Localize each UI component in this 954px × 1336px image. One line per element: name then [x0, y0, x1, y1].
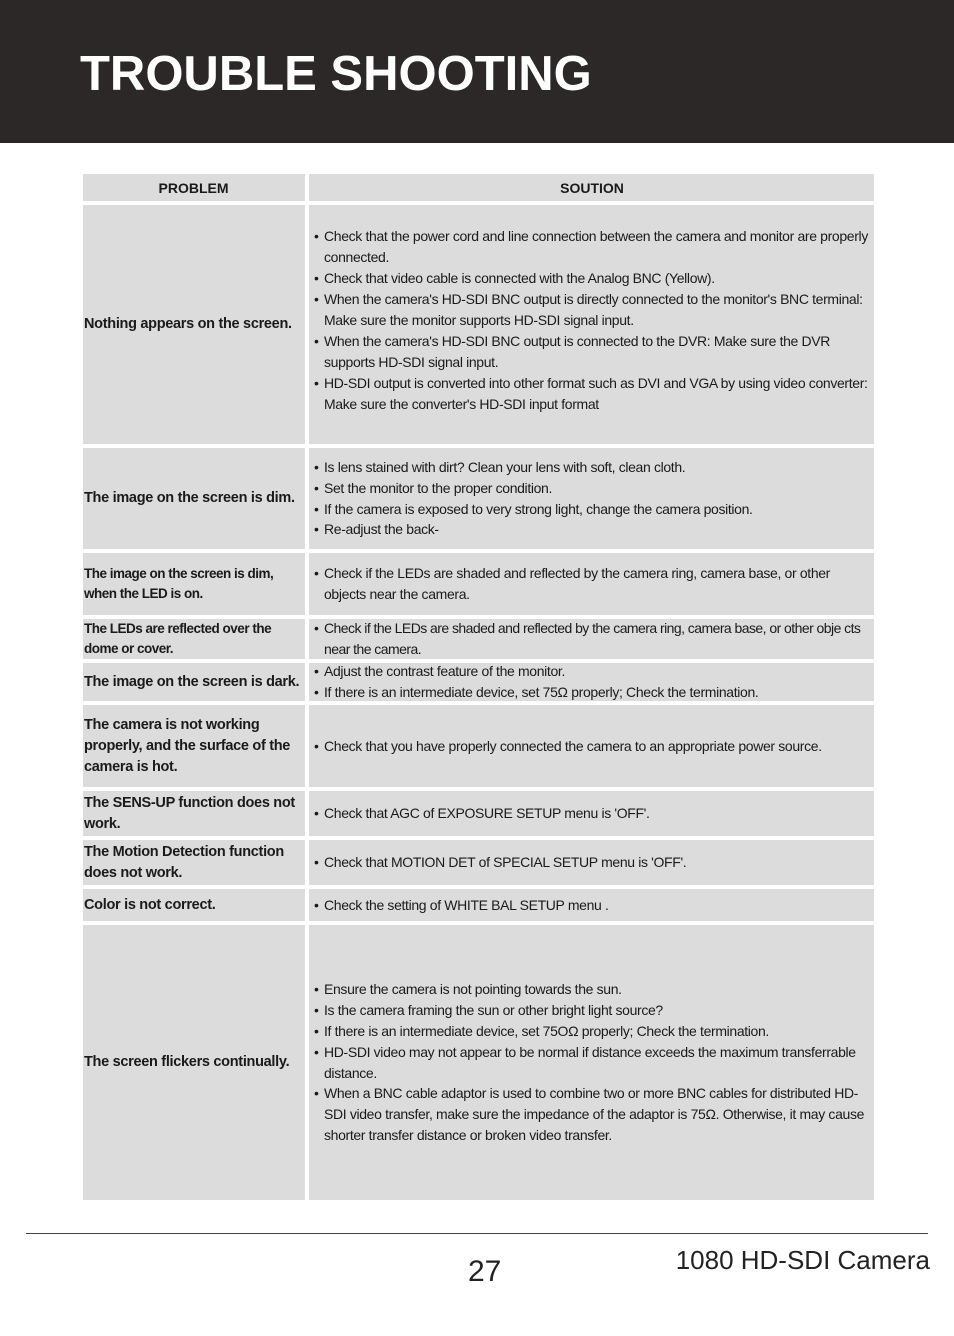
problem-text: The Motion Detection function does not work.: [84, 843, 284, 881]
solution-item: • If the camera is exposed to very strong light, change the camera position.: [314, 499, 870, 520]
solution-item: • When the camera's HD-SDI BNC output is directly connected to the monitor's BNC terminal: Make sure the monitor supports HD-SDI signal input.: [314, 289, 870, 331]
problem-text: The LEDs are reflected over the dome or cover.: [84, 621, 272, 656]
solution-item: • If there is an intermediate device, set 75Ω properly; Check the termination.: [314, 682, 870, 703]
solution-item: • When a BNC cable adaptor is used to combine two or more BNC cables for distributed HD-SDI video transfer, make sure the impedance of the adaptor is 75Ω. Otherwise, it may cause shorter transfer distance or broken video transfer.: [314, 1083, 870, 1146]
solution-item: • Set the monitor to the proper condition.: [314, 478, 870, 499]
problem-text: The image on the screen is dim, when the LED is on.: [84, 566, 274, 601]
problem-cell: [83, 448, 305, 549]
solution-list: [314, 803, 870, 824]
solution-item: • Is the camera framing the sun or other bright light source?: [314, 1000, 870, 1021]
solution-item: • HD-SDI video may not appear to be normal if distance exceeds the maximum transferrable distance.: [314, 1042, 870, 1084]
solution-item: • Adjust the contrast feature of the monitor.: [314, 661, 870, 682]
solution-cell: [309, 663, 874, 701]
solution-list: [314, 852, 870, 873]
solution-list: [314, 736, 870, 757]
table-header-row: [83, 174, 874, 201]
table-row: [83, 448, 874, 549]
solution-item: • Check that video cable is connected with the Analog BNC (Yellow).: [314, 268, 870, 289]
table-row: [83, 925, 874, 1200]
problem-cell: [83, 663, 305, 701]
solution-list: [314, 661, 870, 703]
solution-cell: [309, 705, 874, 787]
solution-cell: [309, 889, 874, 921]
problem-text: The screen flickers continually.: [84, 1054, 290, 1070]
solution-cell: [309, 448, 874, 549]
problem-cell: [83, 925, 305, 1200]
problem-text: The SENS-UP function does not work.: [84, 794, 295, 832]
problem-text: The camera is not working properly, and the surface of the camera is hot.: [84, 716, 291, 775]
solution-item: • Is lens stained with dirt? Clean your lens with soft, clean cloth.: [314, 457, 870, 478]
problem-cell: [83, 705, 305, 787]
solution-item: • When the camera's HD-SDI BNC output is connected to the DVR: Make sure the DVR supports HD-SDI signal input.: [314, 331, 870, 373]
solution-item: • Check that you have properly connected the camera to an appropriate power source.: [314, 736, 870, 757]
solution-item: • Check that AGC of EXPOSURE SETUP menu is 'OFF'.: [314, 803, 870, 824]
solution-list: [314, 979, 870, 1146]
product-name: 1080 HD-SDI Camera: [675, 1245, 930, 1275]
page-title: TROUBLE SHOOTING: [80, 47, 592, 101]
table-row: [83, 840, 874, 885]
solution-item: • If there is an intermediate device, set 75OΩ properly; Check the termination.: [314, 1021, 870, 1042]
solution-cell: [309, 619, 874, 659]
solution-cell: [309, 205, 874, 444]
problem-text: The image on the screen is dark.: [84, 673, 300, 690]
solution-item: • HD-SDI output is converted into other format such as DVI and VGA by using video converter: Make sure the converter's HD-SDI input format: [314, 373, 870, 415]
table-row: [83, 553, 874, 615]
solution-cell: [309, 840, 874, 885]
problem-cell: [83, 619, 305, 659]
column-header-solution: SOUTION: [309, 174, 874, 201]
table-row: [83, 705, 874, 787]
solution-list: [314, 457, 870, 541]
problem-cell: [83, 840, 305, 885]
table-row: [83, 205, 874, 444]
solution-item: • Check that MOTION DET of SPECIAL SETUP menu is 'OFF'.: [314, 852, 870, 873]
problem-cell: [83, 791, 305, 836]
solution-item: • Re-adjust the back-: [314, 519, 870, 540]
table-row: [83, 619, 874, 659]
solution-cell: [309, 791, 874, 836]
footer-divider: [26, 1233, 928, 1234]
solution-item: • Check if the LEDs are shaded and reflected by the camera ring, camera base, or other obje cts near the camera.: [314, 618, 870, 660]
page-number: 27: [468, 1255, 502, 1288]
page-header: [0, 0, 954, 143]
solution-list: [314, 226, 870, 414]
solution-item: • Check if the LEDs are shaded and reflected by the camera ring, camera base, or other objects near the camera.: [314, 563, 870, 605]
problem-cell: [83, 553, 305, 615]
solution-item: • Ensure the camera is not pointing towards the sun.: [314, 979, 870, 1000]
solution-cell: [309, 553, 874, 615]
solution-item: • Check the setting of WHITE BAL SETUP menu .: [314, 895, 870, 916]
table-row: [83, 791, 874, 836]
problem-cell: [83, 889, 305, 921]
column-header-problem: PROBLEM: [83, 174, 305, 201]
table-row: [83, 663, 874, 701]
solution-list: [314, 563, 870, 605]
table-row: [83, 889, 874, 921]
solution-cell: [309, 925, 874, 1200]
solution-item: • Check that the power cord and line connection between the camera and monitor are properly connected.: [314, 226, 870, 268]
solution-list: [314, 895, 870, 916]
solution-list: [314, 618, 870, 660]
problem-text: Color is not correct.: [84, 896, 216, 913]
problem-cell: [83, 205, 305, 444]
problem-text: The image on the screen is dim.: [84, 490, 295, 506]
problem-text: Nothing appears on the screen.: [84, 316, 292, 332]
